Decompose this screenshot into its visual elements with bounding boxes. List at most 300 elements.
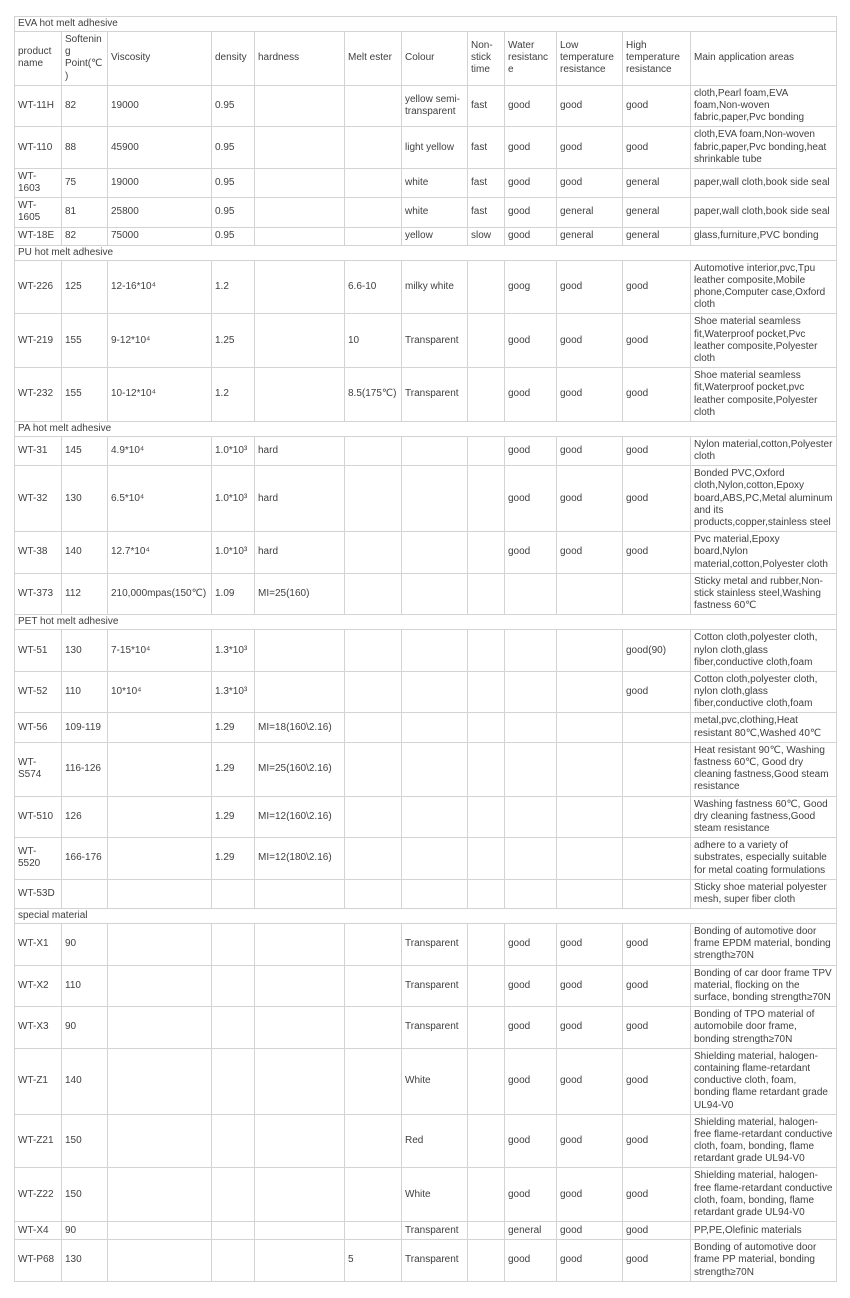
table-cell: 116-126: [62, 742, 108, 796]
table-cell: Bonding of automotive door frame PP material, bonding strength≥70N: [691, 1240, 837, 1282]
column-header: Colour: [402, 32, 468, 86]
table-cell: good: [623, 368, 691, 422]
column-header: Low temperature resistance: [557, 32, 623, 86]
table-cell: [255, 198, 345, 227]
table-cell: cloth,Pearl foam,EVA foam,Non-woven fabric,paper,Pvc bonding: [691, 85, 837, 127]
section-header-row: [15, 615, 837, 630]
product-name-cell: WT-53D: [15, 879, 62, 908]
table-cell: good: [505, 85, 557, 127]
table-cell: 109-119: [62, 713, 108, 742]
table-cell: good: [557, 127, 623, 169]
table-cell: Transparent: [402, 314, 468, 368]
table-cell: 10: [345, 314, 402, 368]
table-cell: 1.29: [212, 742, 255, 796]
table-cell: fast: [468, 85, 505, 127]
column-header: Non-stick time: [468, 32, 505, 86]
table-cell: [623, 879, 691, 908]
table-cell: [255, 1222, 345, 1240]
product-name-cell: WT-X1: [15, 924, 62, 966]
table-cell: 0.95: [212, 168, 255, 197]
table-cell: 0.95: [212, 198, 255, 227]
table-cell: [345, 965, 402, 1007]
table-cell: [468, 1114, 505, 1168]
table-cell: [468, 671, 505, 713]
table-cell: [402, 796, 468, 838]
table-cell: Nylon material,cotton,Polyester cloth: [691, 436, 837, 465]
table-cell: Bonding of TPO material of automobile door frame, bonding strength≥70N: [691, 1007, 837, 1049]
table-cell: [505, 630, 557, 672]
section-header-row: [15, 909, 837, 924]
table-row: [15, 436, 837, 465]
table-cell: Transparent: [402, 965, 468, 1007]
table-cell: Shielding material, halogen-containing flame-retardant conductive cloth, foam, bonding flame retardant grade UL94-V0: [691, 1048, 837, 1114]
table-cell: 150: [62, 1114, 108, 1168]
table-cell: 1.29: [212, 838, 255, 880]
table-cell: [345, 168, 402, 197]
table-cell: [345, 1168, 402, 1222]
table-cell: 9-12*10⁴: [108, 314, 212, 368]
table-cell: [255, 1114, 345, 1168]
table-cell: [345, 127, 402, 169]
table-cell: 166-176: [62, 838, 108, 880]
table-row: [15, 879, 837, 908]
table-row: [15, 713, 837, 742]
table-cell: paper,wall cloth,book side seal: [691, 198, 837, 227]
table-cell: good: [623, 532, 691, 574]
table-cell: 0.95: [212, 127, 255, 169]
table-cell: 25800: [108, 198, 212, 227]
table-cell: [468, 466, 505, 532]
table-cell: [212, 1048, 255, 1114]
table-cell: [505, 713, 557, 742]
table-cell: [402, 713, 468, 742]
table-cell: [623, 713, 691, 742]
table-cell: [345, 1222, 402, 1240]
table-row: [15, 127, 837, 169]
table-cell: [108, 713, 212, 742]
product-name-cell: WT-5520: [15, 838, 62, 880]
table-cell: [255, 1048, 345, 1114]
table-cell: [345, 573, 402, 615]
table-cell: [62, 879, 108, 908]
table-cell: [402, 838, 468, 880]
table-cell: 7-15*10⁴: [108, 630, 212, 672]
section-title: PA hot melt adhesive: [15, 421, 837, 436]
table-cell: 1.2: [212, 368, 255, 422]
table-cell: good: [505, 436, 557, 465]
table-cell: goog: [505, 260, 557, 314]
table-cell: [108, 1222, 212, 1240]
table-cell: 0.95: [212, 227, 255, 245]
table-cell: good: [557, 1222, 623, 1240]
table-cell: good: [557, 1240, 623, 1282]
table-cell: [255, 1240, 345, 1282]
table-cell: 1.09: [212, 573, 255, 615]
table-cell: [623, 796, 691, 838]
table-cell: [345, 227, 402, 245]
table-cell: good: [557, 1007, 623, 1049]
table-cell: 10*10⁴: [108, 671, 212, 713]
table-cell: [255, 965, 345, 1007]
table-cell: [468, 630, 505, 672]
header-row: [15, 32, 837, 86]
table-cell: 1.25: [212, 314, 255, 368]
table-row: [15, 466, 837, 532]
table-cell: 12.7*10⁴: [108, 532, 212, 574]
product-name-cell: WT-52: [15, 671, 62, 713]
table-cell: good: [557, 314, 623, 368]
table-cell: 0.95: [212, 85, 255, 127]
table-cell: [345, 1114, 402, 1168]
table-cell: Transparent: [402, 924, 468, 966]
table-cell: Automotive interior,pvc,Tpu leather composite,Mobile phone,Computer case,Oxford cloth: [691, 260, 837, 314]
table-cell: [255, 879, 345, 908]
table-cell: good: [623, 314, 691, 368]
table-cell: general: [623, 168, 691, 197]
table-cell: [212, 1222, 255, 1240]
table-cell: yellow: [402, 227, 468, 245]
table-cell: [557, 879, 623, 908]
table-cell: [255, 924, 345, 966]
table-cell: Transparent: [402, 1007, 468, 1049]
table-cell: [468, 573, 505, 615]
table-row: [15, 227, 837, 245]
table-cell: [108, 965, 212, 1007]
table-cell: [468, 314, 505, 368]
table-cell: [557, 838, 623, 880]
product-name-cell: WT-232: [15, 368, 62, 422]
table-cell: Shoe material seamless fit,Waterproof pocket,pvc leather composite,Polyester cloth: [691, 368, 837, 422]
table-cell: good: [505, 227, 557, 245]
table-cell: [255, 168, 345, 197]
table-cell: 75000: [108, 227, 212, 245]
table-cell: good: [505, 1168, 557, 1222]
table-cell: [212, 879, 255, 908]
table-cell: [108, 924, 212, 966]
table-cell: 125: [62, 260, 108, 314]
table-cell: Cotton cloth,polyester cloth, nylon cloth,glass fiber,conductive cloth,foam: [691, 630, 837, 672]
table-row: [15, 671, 837, 713]
table-cell: 90: [62, 924, 108, 966]
table-cell: [108, 1114, 212, 1168]
table-cell: PP,PE,Olefinic materials: [691, 1222, 837, 1240]
table-cell: [108, 1007, 212, 1049]
table-cell: good: [623, 466, 691, 532]
table-cell: [468, 965, 505, 1007]
table-cell: good: [505, 314, 557, 368]
table-cell: [212, 1240, 255, 1282]
table-cell: good: [623, 1048, 691, 1114]
table-cell: yellow semi-transparent: [402, 85, 468, 127]
table-cell: good: [557, 368, 623, 422]
table-cell: good: [505, 1007, 557, 1049]
table-cell: [468, 1048, 505, 1114]
table-row: [15, 168, 837, 197]
table-cell: Shoe material seamless fit,Waterproof pocket,Pvc leather composite,Polyester cloth: [691, 314, 837, 368]
table-row: [15, 1168, 837, 1222]
table-cell: good: [557, 1048, 623, 1114]
table-cell: 19000: [108, 168, 212, 197]
table-cell: good: [557, 260, 623, 314]
product-name-cell: WT-1605: [15, 198, 62, 227]
table-cell: [255, 671, 345, 713]
table-cell: [345, 630, 402, 672]
table-cell: [255, 368, 345, 422]
table-cell: 82: [62, 227, 108, 245]
table-cell: MI=25(160): [255, 573, 345, 615]
table-cell: 6.6-10: [345, 260, 402, 314]
table-cell: [505, 742, 557, 796]
table-row: [15, 838, 837, 880]
table-cell: [468, 713, 505, 742]
table-cell: [108, 879, 212, 908]
table-cell: [468, 1168, 505, 1222]
table-cell: 6.5*10⁴: [108, 466, 212, 532]
table-cell: [468, 796, 505, 838]
table-cell: [468, 1222, 505, 1240]
table-cell: good: [557, 168, 623, 197]
column-header: Viscosity: [108, 32, 212, 86]
table-row: [15, 85, 837, 127]
table-cell: 5: [345, 1240, 402, 1282]
table-cell: 110: [62, 671, 108, 713]
table-cell: good: [623, 1240, 691, 1282]
table-cell: [345, 466, 402, 532]
table-row: [15, 1240, 837, 1282]
table-cell: MI=12(160\2.16): [255, 796, 345, 838]
table-cell: [468, 742, 505, 796]
table-cell: good: [623, 127, 691, 169]
table-cell: MI=18(160\2.16): [255, 713, 345, 742]
section-title: special material: [15, 909, 837, 924]
table-cell: [255, 1007, 345, 1049]
table-cell: good: [623, 85, 691, 127]
table-cell: 110: [62, 965, 108, 1007]
table-cell: 112: [62, 573, 108, 615]
table-row: [15, 1114, 837, 1168]
table-cell: Sticky shoe material polyester mesh, super fiber cloth: [691, 879, 837, 908]
table-row: [15, 630, 837, 672]
table-cell: 130: [62, 630, 108, 672]
table-cell: hard: [255, 532, 345, 574]
table-cell: 8.5(175℃): [345, 368, 402, 422]
table-cell: [505, 573, 557, 615]
table-cell: [345, 924, 402, 966]
product-name-cell: WT-Z1: [15, 1048, 62, 1114]
table-cell: [108, 1048, 212, 1114]
table-cell: good: [505, 198, 557, 227]
table-cell: [345, 742, 402, 796]
table-cell: 88: [62, 127, 108, 169]
table-cell: [255, 260, 345, 314]
column-header: Main application areas: [691, 32, 837, 86]
table-cell: [557, 671, 623, 713]
table-cell: general: [623, 198, 691, 227]
product-name-cell: WT-18E: [15, 227, 62, 245]
adhesive-products-table: [14, 16, 837, 1282]
table-cell: milky white: [402, 260, 468, 314]
table-cell: 150: [62, 1168, 108, 1222]
table-cell: 210,000mpas(150℃): [108, 573, 212, 615]
product-name-cell: WT-219: [15, 314, 62, 368]
table-row: [15, 796, 837, 838]
table-cell: good: [505, 1114, 557, 1168]
table-row: [15, 742, 837, 796]
table-cell: good: [623, 260, 691, 314]
table-cell: good: [557, 85, 623, 127]
table-cell: Transparent: [402, 1222, 468, 1240]
table-cell: [255, 314, 345, 368]
table-cell: [345, 436, 402, 465]
table-row: [15, 573, 837, 615]
table-cell: [402, 630, 468, 672]
table-cell: good: [557, 466, 623, 532]
table-cell: [255, 1168, 345, 1222]
table-cell: 1.0*10³: [212, 436, 255, 465]
product-name-cell: WT-56: [15, 713, 62, 742]
table-cell: 145: [62, 436, 108, 465]
table-cell: Bonded PVC,Oxford cloth,Nylon,cotton,Epoxy board,ABS,PC,Metal aluminum and its products,copper,stainless steel: [691, 466, 837, 532]
table-cell: Pvc material,Epoxy board,Nylon material,cotton,Polyester cloth: [691, 532, 837, 574]
table-cell: [108, 838, 212, 880]
table-cell: white: [402, 168, 468, 197]
table-cell: good: [623, 1007, 691, 1049]
table-cell: 90: [62, 1007, 108, 1049]
product-name-cell: WT-X2: [15, 965, 62, 1007]
table-row: [15, 965, 837, 1007]
table-cell: [402, 671, 468, 713]
table-cell: [402, 436, 468, 465]
table-body: [15, 17, 837, 1282]
table-cell: good: [557, 965, 623, 1007]
section-title: PET hot melt adhesive: [15, 615, 837, 630]
table-cell: good: [557, 1114, 623, 1168]
product-name-cell: WT-1603: [15, 168, 62, 197]
table-cell: good(90): [623, 630, 691, 672]
table-cell: [212, 1168, 255, 1222]
table-row: [15, 260, 837, 314]
table-cell: hard: [255, 466, 345, 532]
table-cell: [468, 879, 505, 908]
table-cell: [623, 838, 691, 880]
table-cell: [468, 1240, 505, 1282]
table-cell: [468, 532, 505, 574]
table-cell: white: [402, 198, 468, 227]
table-cell: [402, 532, 468, 574]
table-cell: Shielding material, halogen-free flame-retardant conductive cloth, foam, bonding, flame retardant grade UL94-V0: [691, 1114, 837, 1168]
table-cell: 45900: [108, 127, 212, 169]
table-row: [15, 1048, 837, 1114]
product-name-cell: WT-373: [15, 573, 62, 615]
section-title: EVA hot melt adhesive: [15, 17, 837, 32]
table-cell: [255, 127, 345, 169]
table-cell: paper,wall cloth,book side seal: [691, 168, 837, 197]
table-cell: 1.3*10³: [212, 630, 255, 672]
table-cell: 82: [62, 85, 108, 127]
table-cell: [557, 713, 623, 742]
table-cell: [345, 713, 402, 742]
table-cell: 1.0*10³: [212, 532, 255, 574]
table-cell: good: [623, 436, 691, 465]
table-cell: good: [505, 924, 557, 966]
product-name-cell: WT-Z21: [15, 1114, 62, 1168]
section-header-row: [15, 17, 837, 32]
table-cell: Heat resistant 90℃, Washing fastness 60℃, Good dry cleaning fastness,Good steam resistance: [691, 742, 837, 796]
table-cell: general: [623, 227, 691, 245]
product-name-cell: WT-S574: [15, 742, 62, 796]
table-cell: good: [623, 1222, 691, 1240]
table-cell: [468, 260, 505, 314]
table-cell: Bonding of car door frame TPV material, flocking on the surface, bonding strength≥70N: [691, 965, 837, 1007]
table-cell: [345, 85, 402, 127]
column-header: Water resistance: [505, 32, 557, 86]
table-cell: [468, 1007, 505, 1049]
table-cell: cloth,EVA foam,Non-woven fabric,paper,Pvc bonding,heat shrinkable tube: [691, 127, 837, 169]
table-cell: Red: [402, 1114, 468, 1168]
table-cell: [505, 879, 557, 908]
column-header: hardness: [255, 32, 345, 86]
table-cell: fast: [468, 127, 505, 169]
table-cell: 1.2: [212, 260, 255, 314]
table-cell: 1.29: [212, 713, 255, 742]
table-cell: [255, 630, 345, 672]
table-cell: [212, 1114, 255, 1168]
table-cell: [345, 671, 402, 713]
table-cell: 19000: [108, 85, 212, 127]
product-name-cell: WT-X3: [15, 1007, 62, 1049]
table-cell: 81: [62, 198, 108, 227]
column-header: density: [212, 32, 255, 86]
product-name-cell: WT-110: [15, 127, 62, 169]
table-cell: MI=12(180\2.16): [255, 838, 345, 880]
table-cell: [402, 879, 468, 908]
table-row: [15, 1007, 837, 1049]
column-header: product name: [15, 32, 62, 86]
table-row: [15, 924, 837, 966]
column-header: Softening Point(℃): [62, 32, 108, 86]
table-cell: [402, 742, 468, 796]
product-name-cell: WT-51: [15, 630, 62, 672]
table-cell: 155: [62, 368, 108, 422]
table-cell: fast: [468, 168, 505, 197]
table-cell: good: [623, 671, 691, 713]
table-cell: 75: [62, 168, 108, 197]
table-cell: [468, 838, 505, 880]
section-header-row: [15, 421, 837, 436]
table-cell: good: [505, 965, 557, 1007]
table-cell: good: [623, 965, 691, 1007]
table-cell: general: [505, 1222, 557, 1240]
table-cell: Sticky metal and rubber,Non-stick stainless steel,Washing fastness 60℃: [691, 573, 837, 615]
table-cell: glass,furniture,PVC bonding: [691, 227, 837, 245]
section-title: PU hot melt adhesive: [15, 245, 837, 260]
table-cell: [345, 1048, 402, 1114]
table-cell: general: [557, 198, 623, 227]
table-cell: adhere to a variety of substrates, especially suitable for metal coating formulations: [691, 838, 837, 880]
table-cell: [108, 1240, 212, 1282]
table-cell: 10-12*10⁴: [108, 368, 212, 422]
table-cell: [212, 1007, 255, 1049]
table-cell: [345, 796, 402, 838]
table-cell: [623, 573, 691, 615]
table-cell: Washing fastness 60℃, Good dry cleaning fastness,Good steam resistance: [691, 796, 837, 838]
table-cell: good: [505, 127, 557, 169]
column-header: Melt ester: [345, 32, 402, 86]
table-row: [15, 198, 837, 227]
table-cell: [345, 1007, 402, 1049]
table-cell: fast: [468, 198, 505, 227]
table-cell: [557, 630, 623, 672]
